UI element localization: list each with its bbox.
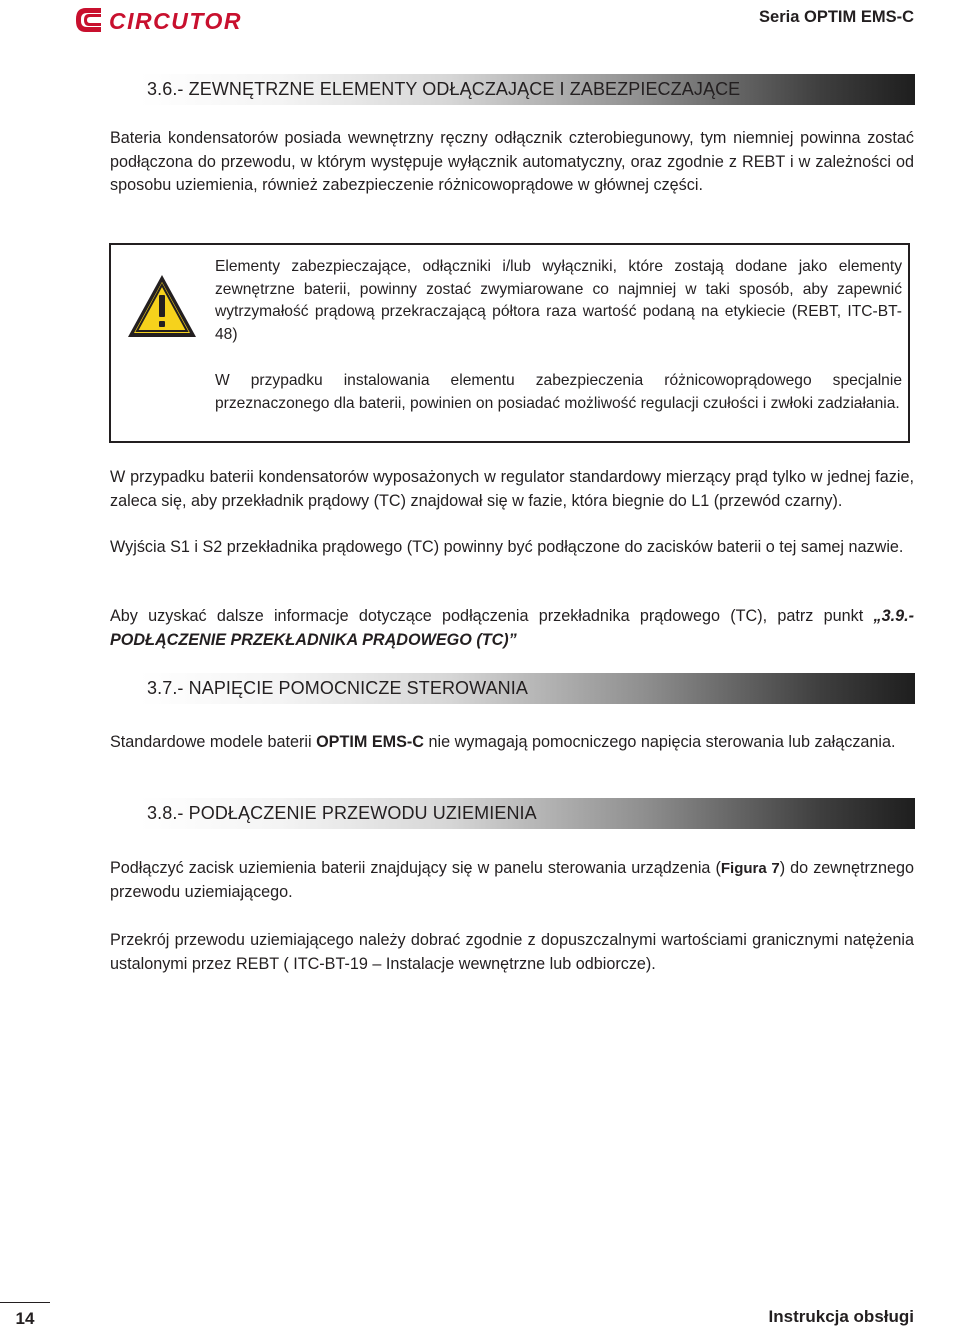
figure-reference[interactable]: Figura 7 bbox=[720, 860, 780, 877]
warning-box bbox=[109, 243, 910, 443]
circutor-logo bbox=[73, 4, 253, 36]
svg-text:CIRCUTOR: CIRCUTOR bbox=[109, 8, 242, 34]
warning-triangle-icon bbox=[126, 273, 198, 339]
page-number: 14 bbox=[0, 1302, 50, 1330]
earth-text-post: ) do zewnętrznego przewodu uziemiającego. bbox=[110, 859, 914, 901]
aux-text-pre: Standardowe modele baterii bbox=[110, 733, 317, 751]
warning-text-2: W przypadku instalowania elementu zabezpieczenia różnicowoprądowego specjalnie przeznaczonego dla baterii, powinien on posiadać możliwość regulacji czułości i zwłoki zadziałania. bbox=[215, 372, 902, 412]
auxiliary-voltage-paragraph bbox=[110, 731, 914, 755]
model-name: OPTIM EMS-C bbox=[316, 733, 424, 751]
footer-title: Instrukcja obsługi bbox=[768, 1307, 914, 1326]
aux-text-post: nie wymagają pomocniczego napięcia sterowania lub załączania. bbox=[424, 733, 896, 751]
section-heading-3-7-text: 3.7.- NAPIĘCIE POMOCNICZE STEROWANIA bbox=[147, 678, 528, 698]
section-heading-3-8 bbox=[140, 798, 915, 829]
section-link-3-9[interactable]: „3.9.- PODŁĄCZENIE PRZEKŁADNIKA PRĄDOWEGO (TC)” bbox=[110, 607, 914, 649]
earth-paragraph-1 bbox=[110, 857, 914, 904]
section-heading-3-7 bbox=[140, 673, 915, 704]
tc-paragraph: W przypadku baterii kondensatorów wyposażonych w regulator standardowy mierzący prąd tylko w jednej fazie, zaleca się, aby przekładnik prądowy (TC) znajdował się w fazie, która biegnie do L1 (przewód czarny). bbox=[110, 468, 914, 510]
section-heading-3-6 bbox=[140, 74, 915, 105]
intro-paragraph: Bateria kondensatorów posiada wewnętrzny ręczny odłącznik czterobiegunowy, tym niemniej powinna zostać podłączona do przewodu, w którym występuje wyłącznik automatyczny, oraz zgodnie z REBT i w zależności od sposobu uziemienia, również zabezpieczenie różnicowoprądowe w głównej części. bbox=[110, 129, 914, 195]
warning-text-1: Elementy zabezpieczające, odłączniki i/lub wyłączniki, które zostają dodane jako elementy zewnętrzne baterii, powinny zostać zwymiarowane co najmniej w taki sposób, aby zapewnić wytrzymałość prądową przekraczającą półtora raza wartość podaną na etykiecie (REBT, ITC-BT-48) bbox=[215, 258, 902, 343]
earth-text-pre: Podłączyć zacisk uziemienia baterii znajdujący się w panelu sterowania urządzenia ( bbox=[110, 859, 721, 877]
series-title: Seria OPTIM EMS-C bbox=[759, 8, 914, 26]
earth-paragraph-2: Przekrój przewodu uziemiającego należy dobrać zgodnie z dopuszczalnymi wartościami granicznymi natężenia ustalonymi przez REBT ( ITC-BT-19 – Instalacje wewnętrzne lub odbiorcze). bbox=[110, 931, 914, 973]
more-info-paragraph bbox=[110, 605, 914, 652]
section-heading-3-8-text: 3.8.- PODŁĄCZENIE PRZEWODU UZIEMIENIA bbox=[147, 803, 537, 823]
s1s2-paragraph: Wyjścia S1 i S2 przekładnika prądowego (TC) powinny być podłączone do zacisków baterii o tej samej nazwie. bbox=[110, 538, 904, 556]
section-heading-3-6-text: 3.6.- ZEWNĘTRZNE ELEMENTY ODŁĄCZAJĄCE I ZABEZPIECZAJĄCE bbox=[147, 79, 741, 99]
more-info-text: Aby uzyskać dalsze informacje dotyczące podłączenia przekładnika prądowego (TC), patrz punkt bbox=[110, 607, 874, 625]
